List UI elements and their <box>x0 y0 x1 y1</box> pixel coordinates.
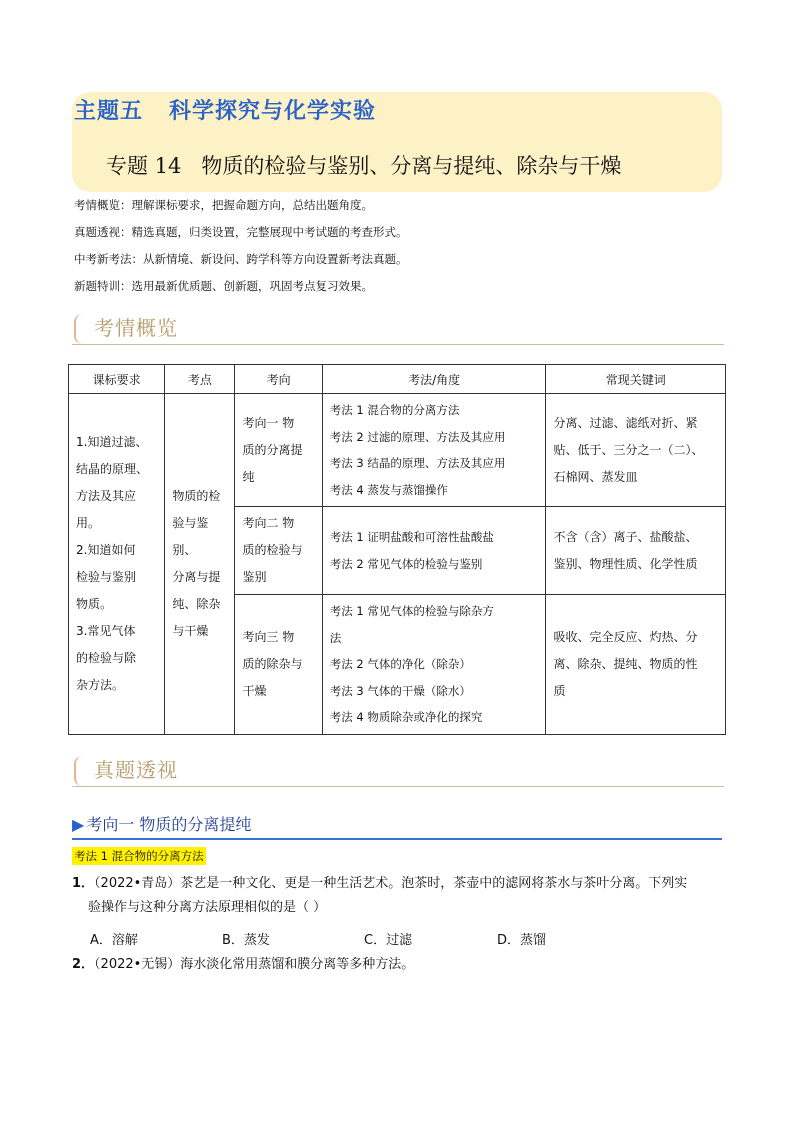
unit-title: 主题五 科学探究与化学实验 <box>74 99 376 124</box>
option-d[interactable]: D．蒸馏 <box>497 933 547 948</box>
direction-heading-text: 考向一 物质的分离提纯 <box>86 815 252 834</box>
question-text: （2022•无锡）海水淡化常用蒸馏和膜分离等多种方法。 <box>94 957 415 972</box>
method-line: 考法 3 气体的干燥（除水） <box>329 683 471 698</box>
table-header: 考法/角度 <box>322 365 546 394</box>
keyword-line: 分离、过滤、滤纸对折、紧 <box>553 415 698 430</box>
guide-line: 中考新考法：从新情境、新设问、跨学科等方向设置新考法真题。 <box>74 252 408 266</box>
question-number: 1． <box>72 876 95 891</box>
question-number: 2． <box>72 957 95 972</box>
method-line: 考法 1 常见气体的检验与除杂方 <box>329 604 494 618</box>
requirement-cell <box>69 394 165 735</box>
direction-line: 干燥 <box>242 683 267 698</box>
option-c[interactable]: C．过滤 <box>364 933 413 948</box>
point-line: 物质的检 <box>172 488 221 503</box>
section-heading-overview <box>72 310 724 345</box>
section-ornament-icon <box>74 314 94 344</box>
point-line: 分离与提 <box>172 569 221 584</box>
keyword-line: 不含（含）离子、盐酸盐、 <box>553 529 698 544</box>
direction-cell <box>235 507 322 595</box>
keyword-line: 离、除杂、提纯、物质的性 <box>553 656 698 671</box>
topic-title: 专题 14 物质的检验与鉴别、分离与提纯、除杂与干燥 <box>106 154 622 178</box>
table-header: 考向 <box>235 365 322 394</box>
method-line: 考法 1 证明盐酸和可溶性盐酸盐 <box>329 530 494 544</box>
question-text: （2022•青岛）茶艺是一种文化、更是一种生活艺术。泡茶时，茶壶中的滤网将茶水与茶叶分离。下列实 <box>94 876 688 891</box>
question-1 <box>72 872 732 920</box>
direction-line: 质的检验与 <box>242 543 303 557</box>
requirement-line: 方法及其应 <box>76 488 137 503</box>
method-line: 考法 4 物质除杂或净化的探究 <box>329 710 483 724</box>
guide-line: 考情概览：理解课标要求，把握命题方向，总结出题角度。 <box>74 198 373 212</box>
direction-line: 纯 <box>242 469 255 484</box>
table-row <box>69 394 726 507</box>
keyword-line: 贴、低于、三分之一（二）、 <box>553 442 704 457</box>
direction-cell <box>235 595 322 735</box>
method-cell <box>322 595 546 735</box>
overview-table <box>68 364 726 735</box>
method-cell <box>322 394 546 507</box>
table-header-row <box>69 365 726 394</box>
requirement-line: 检验与鉴别 <box>76 569 137 584</box>
point-cell <box>165 394 235 735</box>
triangle-right-icon: ▶ <box>72 815 85 834</box>
method-line: 考法 4 蒸发与蒸馏操作 <box>329 482 448 497</box>
method-tag: 考法 1 混合物的分离方法 <box>74 849 204 863</box>
question-text: 验操作与这种分离方法原理相似的是（ ） <box>88 900 327 915</box>
requirement-line: 物质。 <box>76 596 113 611</box>
requirement-line: 2.知道如何 <box>76 542 136 557</box>
method-line: 法 <box>329 630 342 645</box>
option-a[interactable]: A．溶解 <box>90 933 138 948</box>
direction-line: 质的分离提 <box>242 442 303 457</box>
requirement-line: 用。 <box>76 515 101 530</box>
direction-line: 考向二 物 <box>242 516 295 530</box>
method-line: 考法 2 过滤的原理、方法及其应用 <box>329 429 506 444</box>
point-line: 验与鉴别、 <box>172 515 209 557</box>
requirement-line: 结晶的原理、 <box>76 461 149 476</box>
keyword-line: 吸收、完全反应、灼热、分 <box>553 629 698 644</box>
guide-line: 真题透视：精选真题，归类设置，完整展现中考试题的考查形式。 <box>74 225 408 239</box>
keyword-cell <box>546 507 726 595</box>
method-line: 考法 2 气体的净化（除杂） <box>329 657 471 671</box>
table-header: 课标要求 <box>69 365 165 394</box>
direction-line: 鉴别 <box>242 570 267 584</box>
guide-line: 新题特训：选用最新优质题、创新题，巩固考点复习效果。 <box>74 279 373 293</box>
direction-line: 考向三 物 <box>242 629 295 644</box>
method-line: 考法 3 结晶的原理、方法及其应用 <box>329 456 506 470</box>
section-label: 考情概览 <box>94 316 178 340</box>
requirement-line: 3.常见气体 <box>76 623 136 638</box>
direction-heading <box>72 812 722 840</box>
table-header: 考点 <box>165 365 235 394</box>
keyword-line: 鉴别、物理性质、化学性质 <box>553 556 698 571</box>
keyword-line: 石棉网、蒸发皿 <box>553 469 638 484</box>
direction-line: 质的除杂与 <box>242 656 303 671</box>
section-heading-real-exams <box>72 752 724 787</box>
method-line: 考法 1 混合物的分离方法 <box>329 403 460 417</box>
requirement-line: 的检验与除 <box>76 650 137 665</box>
section-ornament-icon <box>74 756 94 786</box>
direction-cell <box>235 394 322 507</box>
direction-line: 考向一 物 <box>242 415 295 430</box>
table-header: 常现关键词 <box>546 365 726 394</box>
method-line: 考法 2 常见气体的检验与鉴别 <box>329 556 483 571</box>
point-line: 与干燥 <box>172 623 209 638</box>
requirement-line: 杂方法。 <box>76 677 125 692</box>
point-line: 纯、除杂 <box>172 596 221 611</box>
option-b[interactable]: B．蒸发 <box>222 933 270 948</box>
keyword-cell <box>546 394 726 507</box>
requirement-line: 1.知道过滤、 <box>76 434 148 449</box>
question-2 <box>72 953 732 977</box>
keyword-cell <box>546 595 726 735</box>
keyword-line: 质 <box>553 683 566 698</box>
method-cell <box>322 507 546 595</box>
section-label: 真题透视 <box>94 758 178 782</box>
